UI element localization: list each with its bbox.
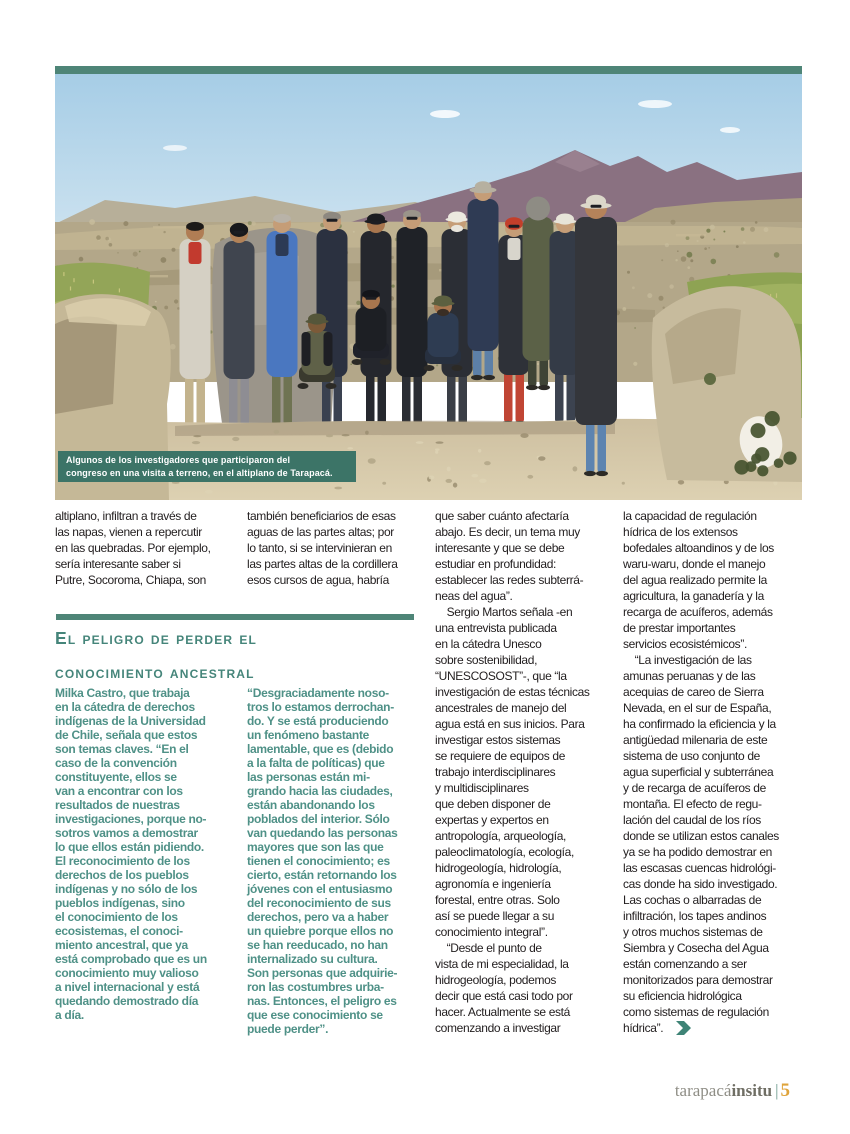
intro-column-1: altiplano, infiltran a través de las napas, vienen a repercutir en las quebradas. Por ejemplo, sería interesante saber si Putre, Socoroma, Chiapa, son [55,509,211,587]
top-accent-bar [55,66,802,74]
end-of-article-chevron-icon [675,1021,691,1035]
quote-column-1: Milka Castro, que trabaja en la cátedra de derechos indígenas de la Universidad de Chile, señala que estos son temas claves. “En el caso de la convención constituyente, ellos se van a encontrar con los resultados de nuestras investigaciones, porque no- sotros vamos a demostrar lo que ellos están pidiendo. El reconocimiento de los derechos de los pueblos indígenas y no sólo de los pueblos indígenas, sino el conocimiento de los ecosistemas, el conoci- miento ancestral, que ya está comprobado que es un conocimiento muy valioso a nivel internacional y está quedando demostrado día a día. [55,686,207,1022]
brand-name-bold: insitu [731,1081,773,1100]
altiplano-photo-illustration [55,74,802,500]
footer-separator: | [775,1081,779,1100]
section-accent-bar [56,614,414,620]
photo-caption-line-1: Algunos de los investigadores que participaron del [66,455,291,465]
photo-caption [58,451,356,482]
quote-column-2: “Desgraciadamente noso- tros lo estamos derrochan- do. Y se está produciendo un fenómeno bastante lamentable, que es (debido a la falta de políticas) que las personas están mi- grando hacia las ciudades, están abandonando los poblados del interior. Sólo van quedando las personas mayores que son las que tienen el conocimiento; es cierto, están retornando los jóvenes con el entusiasmo del reconocimiento de sus derechos, pero va a haber un quiebre porque ellos no se han reeducado, no han internalizado su cultura. Son personas que adquirie- ron las costumbres urba- nas. Entonces, el peligro es que ese conocimiento se puede perder”. [247,686,398,1036]
page-footer [675,1080,790,1102]
photo-caption-line-2: congreso en una visita a terreno, en el altiplano de Tarapacá. [66,467,333,478]
intro-column-2: también beneficiarios de esas aguas de las partes altas; por lo tanto, si se intervinieran en las partes altas de la cordillera esos cursos de agua, habría [247,509,398,587]
section-heading-line-1: El peligro de perder el [55,628,258,648]
brand-name-light: tarapacá [674,1081,732,1100]
section-heading-line-2: conocimiento ancestral [55,662,255,682]
article-column-4: la capacidad de regulación hídrica de los extensos bofedales altoandinos y de los waru-waru, donde el manejo del agua realizado permite la agricultura, la ganadería y la recarga de acuíferos, además de prestar importantes servicios ecosistémicos”. “La investigación de las amunas peruanas y de las acequias de careo de Sierra Nevada, en el sur de España, ha confirmado la eficiencia y la antigüedad milenaria de este sistema de uso conjunto de agua superficial y subterránea y de recarga de acuíferos de montaña. El efecto de regu- lación del caudal de los ríos donde se utilizan estos canales ya se ha podido demostrar en las escasas cuencas hidrológi- cas donde ha sido investigado. Las cochas o albarradas de infiltración, los tapes andinos y otros muchos sistemas de Siembra y Cosecha del Agua están comenzando a ser monitorizados para demostrar su eficiencia hidrológica como sistemas de regulación hídrica”. [623,509,779,1035]
group-photo [55,74,802,500]
section-heading [55,621,425,689]
page-number: 5 [780,1080,790,1101]
article-column-3: que saber cuánto afectaría abajo. Es decir, un tema muy interesante y que se debe estudiar en profundidad: establecer las redes subterrá- neas del agua”. Sergio Martos señala -en una entrevista publicada en la cátedra Unesco sobre sostenibilidad, “UNESCOSOST”-, que “la investigación de estas técnicas ancestrales de manejo del agua está en sus inicios. Para investigar estos sistemas se requiere de equipos de trabajo interdisciplinares y multidisciplinares que deben disponer de expertas y expertos en antropología, arqueología, paleoclimatología, ecología, hidrogeología, hidrología, agronomía e ingeniería forestal, entre otras. Solo así se puede llegar a su conocimiento integral”. “Desde el punto de vista de mi especialidad, la hidrogeología, podemos decir que está casi todo por hacer. Actualmente se está comenzando a investigar [435,509,590,1035]
